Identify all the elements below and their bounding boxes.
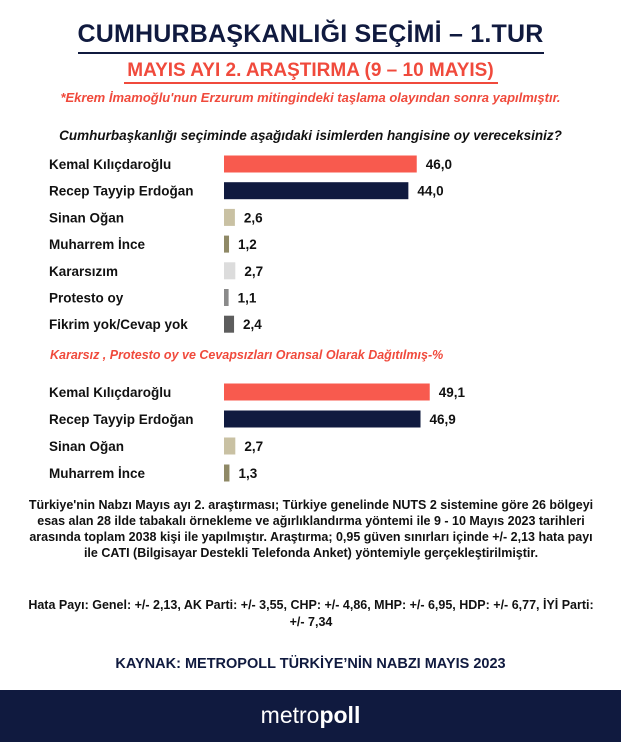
chart1-title: Cumhurbaşkanlığı seçiminde aşağıdaki isimlerden hangisine oy vereceksiniz? <box>59 128 562 143</box>
bar-0-0 <box>224 156 417 173</box>
chart2-bar-chart <box>0 376 621 488</box>
value-label-0-3: 1,2 <box>238 237 257 253</box>
category-label-0-3: Muharrem İnce <box>49 237 146 253</box>
value-label-0-0: 46,0 <box>425 157 453 172</box>
value-label-0-6: 2,4 <box>243 317 262 333</box>
category-label-0-6: Fikrim yok/Cevap yok <box>49 317 188 333</box>
bar-0-2 <box>224 209 235 226</box>
value-label-0-5: 1,1 <box>237 290 257 306</box>
category-label-1-0: Kemal Kılıçdaroğlu <box>49 385 172 400</box>
bar-1-1 <box>224 411 421 428</box>
value-label-1-2: 2,7 <box>244 439 264 454</box>
value-label-1-1: 46,9 <box>429 412 456 427</box>
category-label-0-2: Sinan Oğan <box>49 210 125 226</box>
source-text: KAYNAK: METROPOLL TÜRKİYE’NİN NABZI MAYIS 2023 <box>115 656 506 672</box>
survey-note: *Ekrem İmamoğlu'nun Erzurum mitingindeki taşlama olayından sonra yapılmıştır. <box>60 90 561 105</box>
bar-0-3 <box>224 236 229 253</box>
logo-text-metro: metro <box>260 702 320 728</box>
bar-1-2 <box>224 438 235 455</box>
methodology-text: Türkiye'nin Nabzı Mayıs ayı 2. araştırması; Türkiye genelinde NUTS 2 sistemine göre 26 bölgeyi esas alan 28 ilde tabakalı örnekleme ve ağırlıklandırma yöntemi ile 9 - 10 Mayıs 2023 tarihleri arasında toplam 2038 kişi ile yapılmıştır. Araştırma; 0,95 güven sınırları içinde +/- 2,13 hata payı ile CATI (Bilgisayar Destekli Telefonda Anket) yöntemiyle gerçekleştirilmiştir. <box>28 498 594 560</box>
value-label-1-3: 1,3 <box>238 466 258 481</box>
category-label-0-4: Kararsızım <box>49 263 119 279</box>
category-label-0-0: Kemal Kılıçdaroğlu <box>49 157 172 172</box>
category-label-0-5: Protesto oy <box>49 290 124 306</box>
category-label-1-3: Muharrem İnce <box>49 466 146 481</box>
footer-bar <box>0 690 621 742</box>
subtitle-underline <box>124 82 498 84</box>
title-underline <box>78 52 544 54</box>
value-label-1-0: 49,1 <box>438 385 466 400</box>
bar-0-4 <box>224 262 235 279</box>
value-label-0-4: 2,7 <box>244 263 264 279</box>
margin-of-error-text: Hata Payı: Genel: +/- 2,13, AK Parti: +/- 3,55, CHP: +/- 4,86, MHP: +/- 6,95, HDP: +/- 6,77, İYİ Parti: +/- 7,34 <box>28 598 594 629</box>
chart2-title: Kararsız , Protesto oy ve Cevapsızları Oransal Olarak Dağıtılmış-% <box>50 348 444 362</box>
value-label-0-1: 44,0 <box>417 183 444 199</box>
bar-1-0 <box>224 384 430 401</box>
category-label-1-1: Recep Tayyip Erdoğan <box>49 412 194 427</box>
bar-1-3 <box>224 465 229 482</box>
category-label-1-2: Sinan Oğan <box>49 439 125 454</box>
chart1-bar-chart <box>0 148 621 344</box>
value-label-0-2: 2,6 <box>243 210 263 226</box>
metropoll-logo <box>0 702 621 729</box>
bar-0-1 <box>224 182 408 199</box>
bar-0-6 <box>224 316 234 333</box>
page-title: CUMHURBAŞKANLIĞI SEÇİMİ – 1.TUR <box>77 20 544 48</box>
category-label-0-1: Recep Tayyip Erdoğan <box>49 183 194 199</box>
page-subtitle: MAYIS AYI 2. ARAŞTIRMA (9 – 10 MAYIS) <box>127 60 494 81</box>
logo-text-poll: poll <box>319 702 361 728</box>
bar-0-5 <box>224 289 229 306</box>
